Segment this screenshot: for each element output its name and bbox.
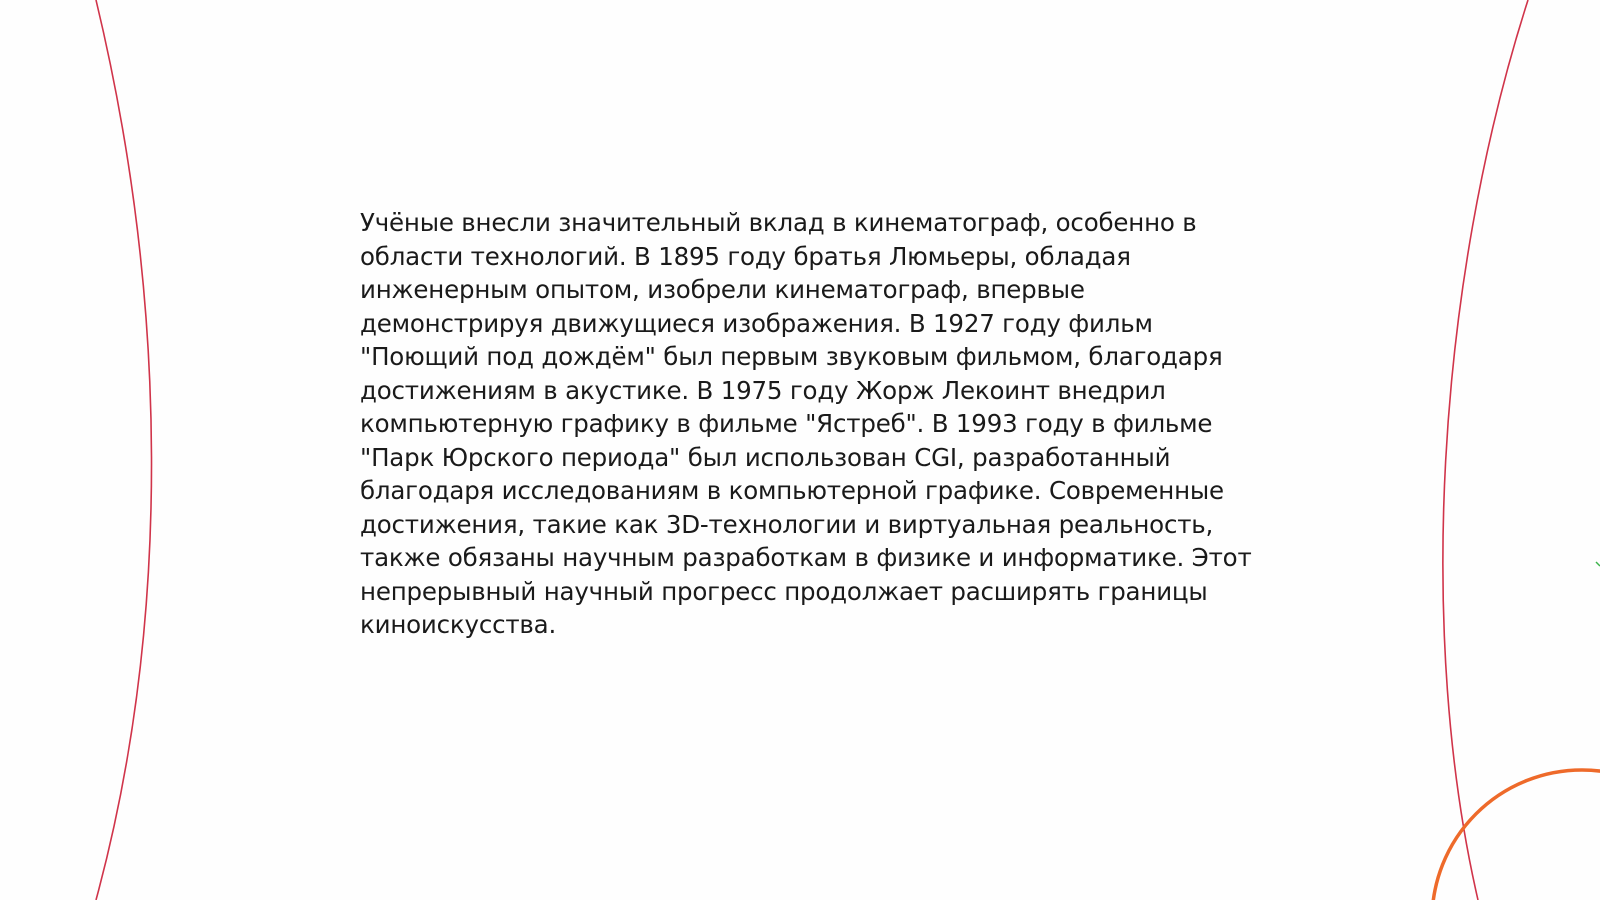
- left-curve: [96, 0, 152, 900]
- green-mark: [1596, 562, 1600, 566]
- slide-body-text: Учёные внесли значительный вклад в кинематограф, особенно в области технологий. В 1895 году братья Люмьеры, обладая инженерным опытом, изобрели кинематограф, впервые демонстрируя движущиеся изображения. В 1927 году фильм "Поющий под дождём" был первым звуковым фильмом, благодаря достижениям в акустике. В 1975 году Жорж Лекоинт внедрил компьютерную графику в фильме "Ястреб". В 1993 году в фильме "Парк Юрского периода" был использован CGI, разработанный благодаря исследованиям в компьютерной графике. Современные достижения, такие как 3D-технологии и виртуальная реальность, также обязаны научным разработкам в физике и информатике. Этот непрерывный научный прогресс продолжает расширять границы киноискусства.: [360, 208, 1252, 639]
- right-curve: [1443, 0, 1528, 900]
